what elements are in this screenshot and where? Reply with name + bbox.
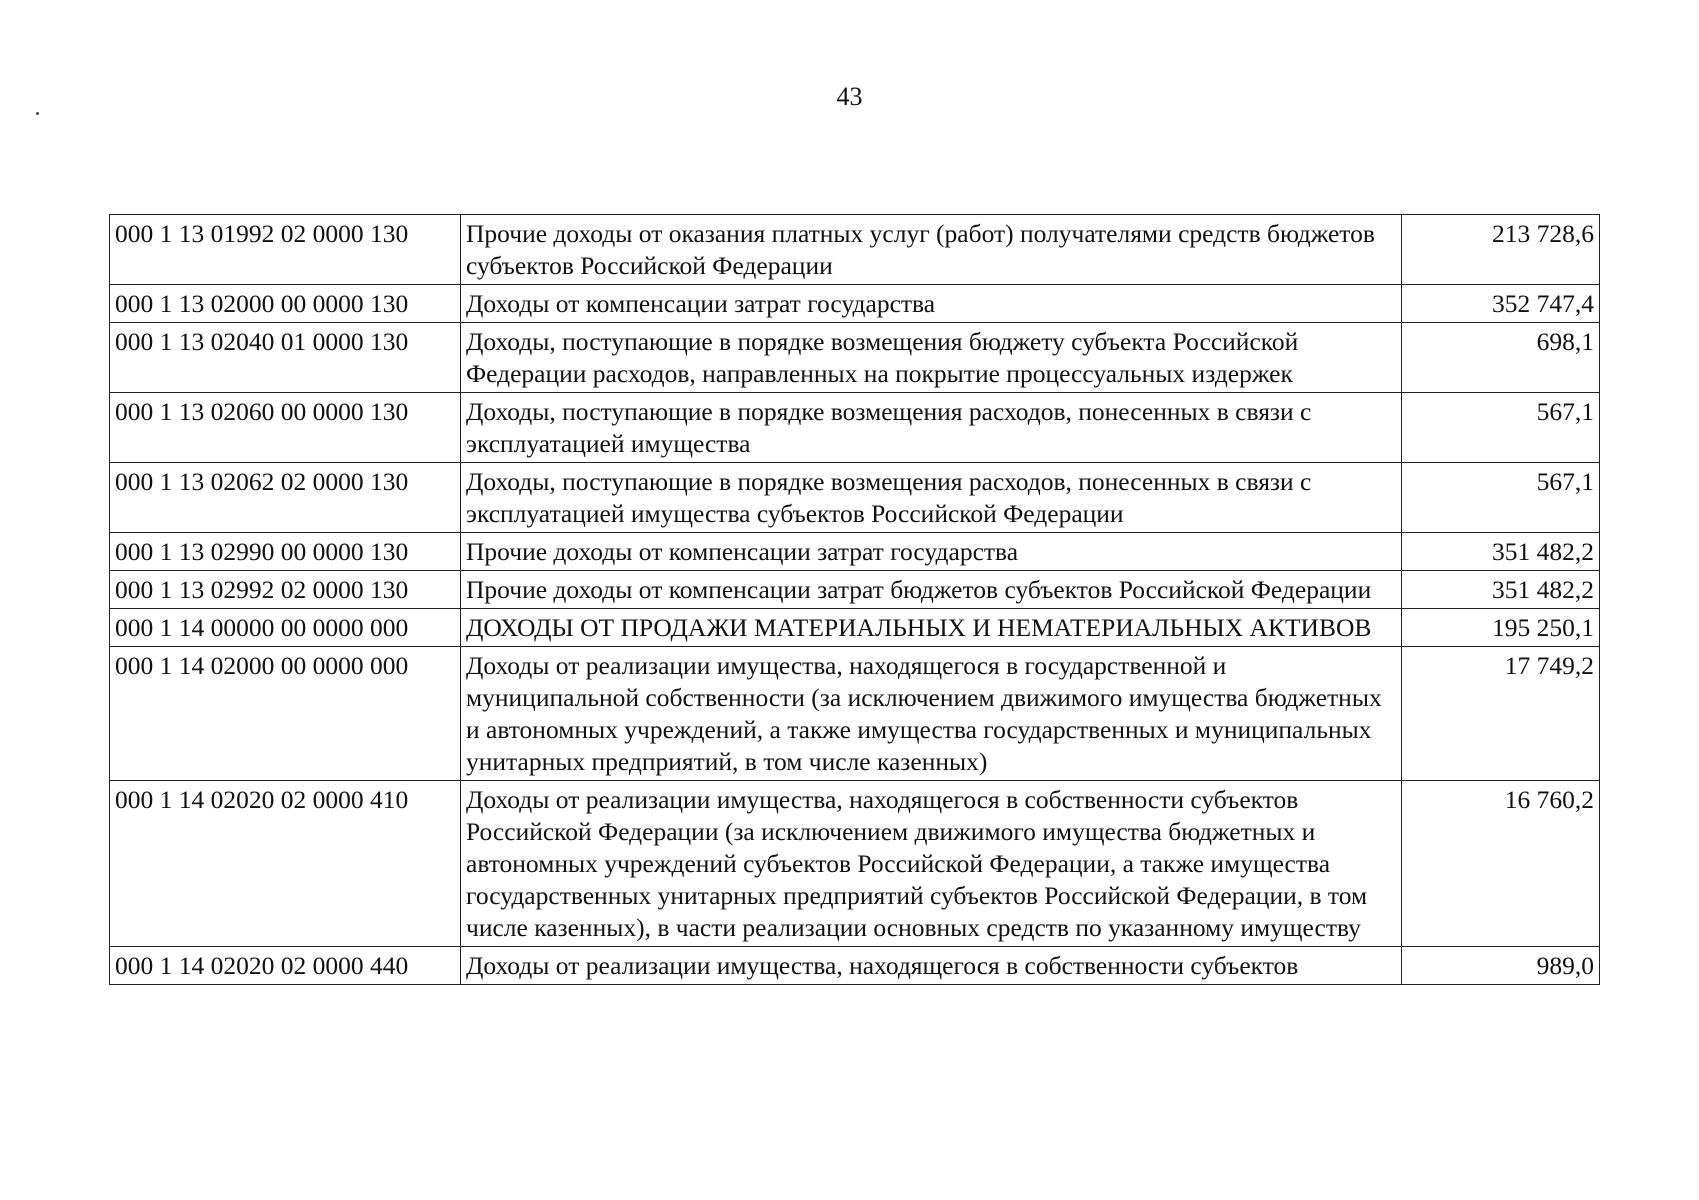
revenue-description-cell: Доходы от реализации имущества, находящегося в государственной и муниципальной собственности (за исключением движимого имущества бюджетных и автономных учреждений, а также имущества государственных и муниципальных унитарных предприятий, в том числе казенных)	[461, 647, 1402, 781]
amount-cell: 351 482,2	[1402, 533, 1600, 571]
table-row	[110, 947, 1600, 985]
table-row	[110, 533, 1600, 571]
amount-cell: 567,1	[1402, 463, 1600, 533]
budget-code-cell: 000 1 13 02000 00 0000 130	[110, 285, 461, 323]
revenue-description-cell: Прочие доходы от компенсации затрат государства	[461, 533, 1402, 571]
revenue-description-cell: Доходы от реализации имущества, находящегося в собственности субъектов	[461, 947, 1402, 985]
revenue-description-cell: ДОХОДЫ ОТ ПРОДАЖИ МАТЕРИАЛЬНЫХ И НЕМАТЕРИАЛЬНЫХ АКТИВОВ	[461, 609, 1402, 647]
table-row	[110, 781, 1600, 947]
budget-code-cell: 000 1 14 02020 02 0000 410	[110, 781, 461, 947]
amount-cell: 16 760,2	[1402, 781, 1600, 947]
revenue-table	[109, 214, 1600, 985]
table-row	[110, 285, 1600, 323]
budget-code-cell: 000 1 13 02060 00 0000 130	[110, 393, 461, 463]
budget-code-cell: 000 1 14 02020 02 0000 440	[110, 947, 461, 985]
revenue-description-cell: Доходы от реализации имущества, находящегося в собственности субъектов Российской Федерации (за исключением движимого имущества бюджетных и автономных учреждений субъектов Российской Федерации, а также имущества государственных унитарных предприятий субъектов Российской Федерации, в том числе казенных), в части реализации основных средств по указанному имуществу	[461, 781, 1402, 947]
table-row	[110, 323, 1600, 393]
budget-code-cell: 000 1 14 00000 00 0000 000	[110, 609, 461, 647]
amount-cell: 567,1	[1402, 393, 1600, 463]
table-row	[110, 647, 1600, 781]
revenue-description-cell: Прочие доходы от оказания платных услуг (работ) получателями средств бюджетов субъектов Российской Федерации	[461, 215, 1402, 285]
budget-code-cell: 000 1 13 02992 02 0000 130	[110, 571, 461, 609]
table-row	[110, 463, 1600, 533]
amount-cell: 213 728,6	[1402, 215, 1600, 285]
amount-cell: 352 747,4	[1402, 285, 1600, 323]
revenue-table-body	[110, 215, 1600, 985]
amount-cell: 195 250,1	[1402, 609, 1600, 647]
amount-cell: 351 482,2	[1402, 571, 1600, 609]
page-number: 43	[836, 82, 863, 111]
budget-code-cell: 000 1 13 01992 02 0000 130	[110, 215, 461, 285]
amount-cell: 989,0	[1402, 947, 1600, 985]
table-row	[110, 393, 1600, 463]
budget-code-cell: 000 1 13 02990 00 0000 130	[110, 533, 461, 571]
table-row	[110, 609, 1600, 647]
revenue-description-cell: Прочие доходы от компенсации затрат бюджетов субъектов Российской Федерации	[461, 571, 1402, 609]
revenue-description-cell: Доходы, поступающие в порядке возмещения расходов, понесенных в связи с эксплуатацией имущества	[461, 393, 1402, 463]
budget-code-cell: 000 1 13 02062 02 0000 130	[110, 463, 461, 533]
amount-cell: 17 749,2	[1402, 647, 1600, 781]
table-row	[110, 215, 1600, 285]
amount-cell: 698,1	[1402, 323, 1600, 393]
revenue-description-cell: Доходы от компенсации затрат государства	[461, 285, 1402, 323]
budget-code-cell: 000 1 13 02040 01 0000 130	[110, 323, 461, 393]
revenue-description-cell: Доходы, поступающие в порядке возмещения бюджету субъекта Российской Федерации расходов, направленных на покрытие процессуальных издержек	[461, 323, 1402, 393]
scan-artifact-dot	[36, 112, 39, 115]
budget-code-cell: 000 1 14 02000 00 0000 000	[110, 647, 461, 781]
table-row	[110, 571, 1600, 609]
revenue-description-cell: Доходы, поступающие в порядке возмещения расходов, понесенных в связи с эксплуатацией имущества субъектов Российской Федерации	[461, 463, 1402, 533]
